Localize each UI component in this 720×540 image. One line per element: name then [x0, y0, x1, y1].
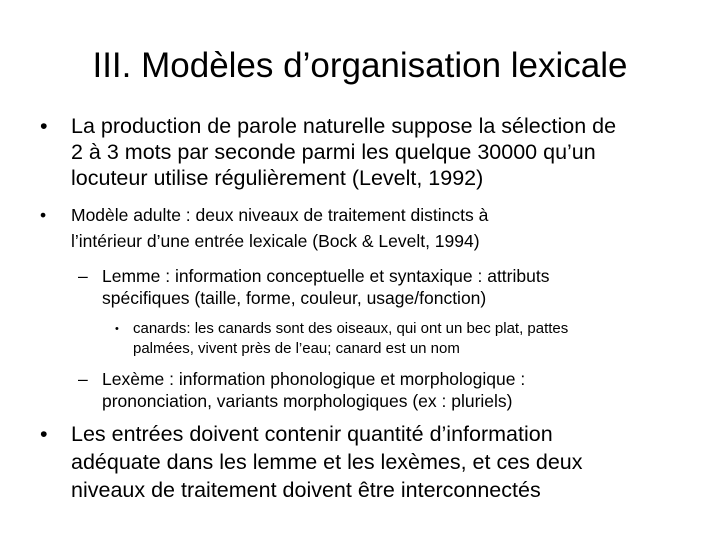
slide-title: III. Modèles d’organisation lexicale: [92, 46, 628, 85]
bullet-line: niveaux de traitement doivent être interconnectés: [71, 478, 541, 502]
subbullet-line: Lemme : information conceptuelle et syntaxique : attributs: [102, 266, 550, 286]
subbullet-line: spécifiques (taille, forme, couleur, usage/fonction): [102, 288, 487, 308]
bullet-line: locuteur utilise régulièrement (Levelt, 1992): [71, 166, 484, 190]
subsubbullet-line: canards: les canards sont des oiseaux, qui ont un bec plat, pattes: [133, 320, 569, 337]
subbullet-lemme: [78, 265, 708, 309]
subbullet-line: Lexème : information phonologique et morphologique :: [102, 369, 526, 389]
bullet-marker: •: [40, 114, 48, 138]
bullet-modele-adulte: [40, 204, 710, 256]
bullet-production-parole: [40, 113, 710, 191]
bullet-line: 2 à 3 mots par seconde parmi les quelque 30000 qu’un: [71, 140, 596, 164]
bullet-marker: •: [40, 422, 48, 446]
bullet-marker: •: [40, 205, 47, 225]
subbullet-lexeme: [78, 368, 708, 412]
subbullet-line: prononciation, variants morphologiques (ex : pluriels): [102, 391, 513, 411]
bullet-line: l’intérieur d’une entrée lexicale (Bock & Levelt, 1994): [71, 231, 480, 251]
dash-marker: –: [78, 369, 88, 389]
bullet-line: adéquate dans les lemme et les lexèmes, et ces deux: [71, 450, 583, 474]
subsubbullet-canards: [115, 319, 710, 359]
subsubbullet-line: palmées, vivent près de l’eau; canard est un nom: [133, 340, 460, 357]
bullet-line: Les entrées doivent contenir quantité d’information: [71, 422, 553, 446]
bullet-line: La production de parole naturelle suppose la sélection de: [71, 114, 617, 138]
bullet-line: Modèle adulte : deux niveaux de traitement distincts à: [71, 205, 489, 225]
bullet-marker: •: [115, 323, 119, 335]
dash-marker: –: [78, 266, 88, 286]
bullet-entrees: [40, 421, 710, 505]
